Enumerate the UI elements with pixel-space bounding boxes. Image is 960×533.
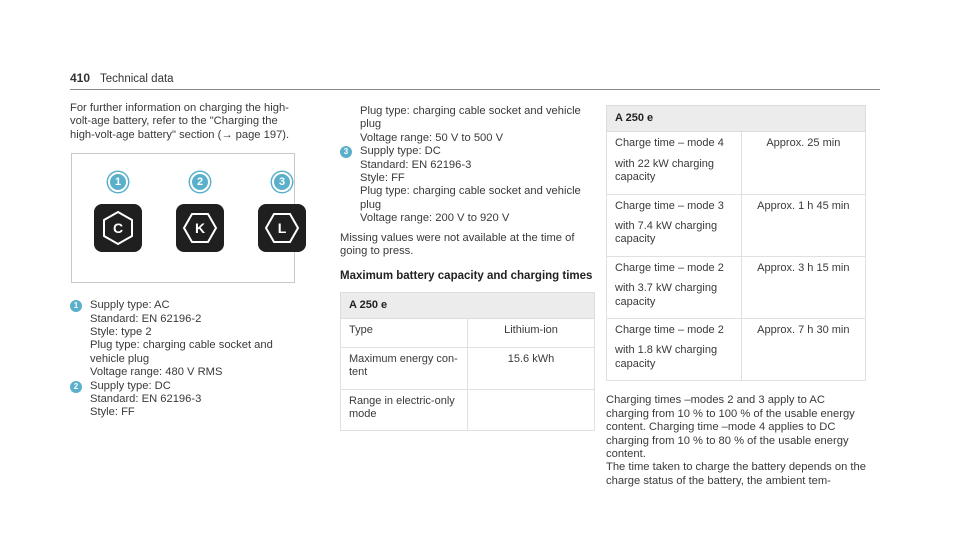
legend-bullet: 1 [70,300,82,312]
column-2 [340,105,595,431]
row-label: Range in electric-only mode [341,389,468,431]
row-label: Type [341,319,468,347]
callout-1: 1 [108,172,128,192]
legend-line: Voltage range: 480 V RMS [90,366,223,379]
row-label: Charge time – mode 2 [615,261,724,274]
legend-line: Voltage range: 50 V to 500 V [360,131,504,144]
legend-line: Voltage range: 200 V to 920 V [360,212,510,225]
table-header: A 250 e [341,292,595,318]
plug-k-icon [176,204,224,252]
charging-notes [606,394,866,488]
column-3 [606,105,866,488]
plug-c-icon [94,204,142,252]
intro-paragraph: For further information on charging the high-volt-age battery, refer to the "Charging the high-volt-age battery" section (→ page 197). [70,102,290,141]
table-row [607,319,866,381]
table-row [607,132,866,194]
figure-item-3 [255,172,309,252]
plug-figure [71,153,295,283]
plug-letter: C [112,220,124,237]
row-description: with 7.4 kW charging capacity [615,220,718,246]
callout-2: 2 [190,172,210,192]
row-label: Charge time – mode 4 [615,137,724,150]
row-value: 15.6 kWh [468,347,595,389]
row-label: Charge time – mode 3 [615,199,724,212]
note-paragraph: Charging times –modes 2 and 3 apply to AC charging from 10 % to 100 % of the usable energy content. Charging time –mode 4 applies to DC charging from 10 % to 80 % of the usable energy content. [606,394,855,460]
column-1 [70,102,300,420]
row-value: Approx. 3 h 15 min [741,256,865,318]
figure-item-2 [173,172,227,252]
row-label: Maximum energy con-tent [341,347,468,389]
page-number: 410 [70,71,91,85]
legend-list [70,299,300,420]
row-value: Approx. 7 h 30 min [741,319,865,381]
callout-3: 3 [272,172,292,192]
table-row [341,389,595,431]
table-row [607,194,866,256]
table-row [341,347,595,389]
legend-item-2 [70,380,300,420]
legend-line: Style: FF [90,406,135,419]
plug-l-icon [258,204,306,252]
legend-line: Plug type: charging cable socket and vehicle plug [360,185,581,211]
legend-line: Supply type: DC [360,145,441,158]
row-value: Lithium-ion [468,319,595,347]
row-description: with 3.7 kW charging capacity [615,282,718,308]
section-subheading: Maximum battery capacity and charging times [340,270,593,283]
note-paragraph: The time taken to charge the battery depends on the charge status of the battery, the ambient tem- [606,461,866,487]
legend-line: Plug type: charging cable socket and vehicle plug [360,105,581,131]
battery-capacity-table [340,292,595,431]
legend-line: Standard: EN 62196-2 [90,312,202,325]
legend-line: Style: FF [360,172,405,185]
legend-bullet: 2 [70,381,82,393]
legend-line: Style: type 2 [90,326,152,339]
row-description: with 1.8 kW charging capacity [615,344,718,370]
legend-line: Supply type: AC [90,299,170,312]
row-value [468,389,595,431]
table-row [607,256,866,318]
header-divider [70,89,880,90]
row-label: Charge time – mode 2 [615,324,724,337]
section-title: Technical data [100,73,174,85]
legend-line: Standard: EN 62196-3 [360,158,472,171]
plug-letter: L [277,220,287,237]
row-description: with 22 kW charging capacity [615,157,715,184]
page-header [70,72,174,86]
row-value: Approx. 25 min [741,132,865,194]
legend-line: Standard: EN 62196-3 [90,393,202,406]
row-value: Approx. 1 h 45 min [741,194,865,256]
plug-letter: K [194,220,206,237]
missing-values-note: Missing values were not available at the time of going to press. [340,231,575,258]
figure-item-1 [91,172,145,252]
legend-item-2-continued [340,105,595,145]
legend-item-3 [340,145,595,225]
table-header: A 250 e [607,106,866,132]
legend-bullet: 3 [340,146,352,158]
legend-line: Plug type: charging cable socket and vehicle plug [90,339,273,365]
legend-line: Supply type: DC [90,379,171,392]
legend-item-1 [70,299,300,379]
charging-times-table [606,105,866,381]
table-row [341,319,595,347]
